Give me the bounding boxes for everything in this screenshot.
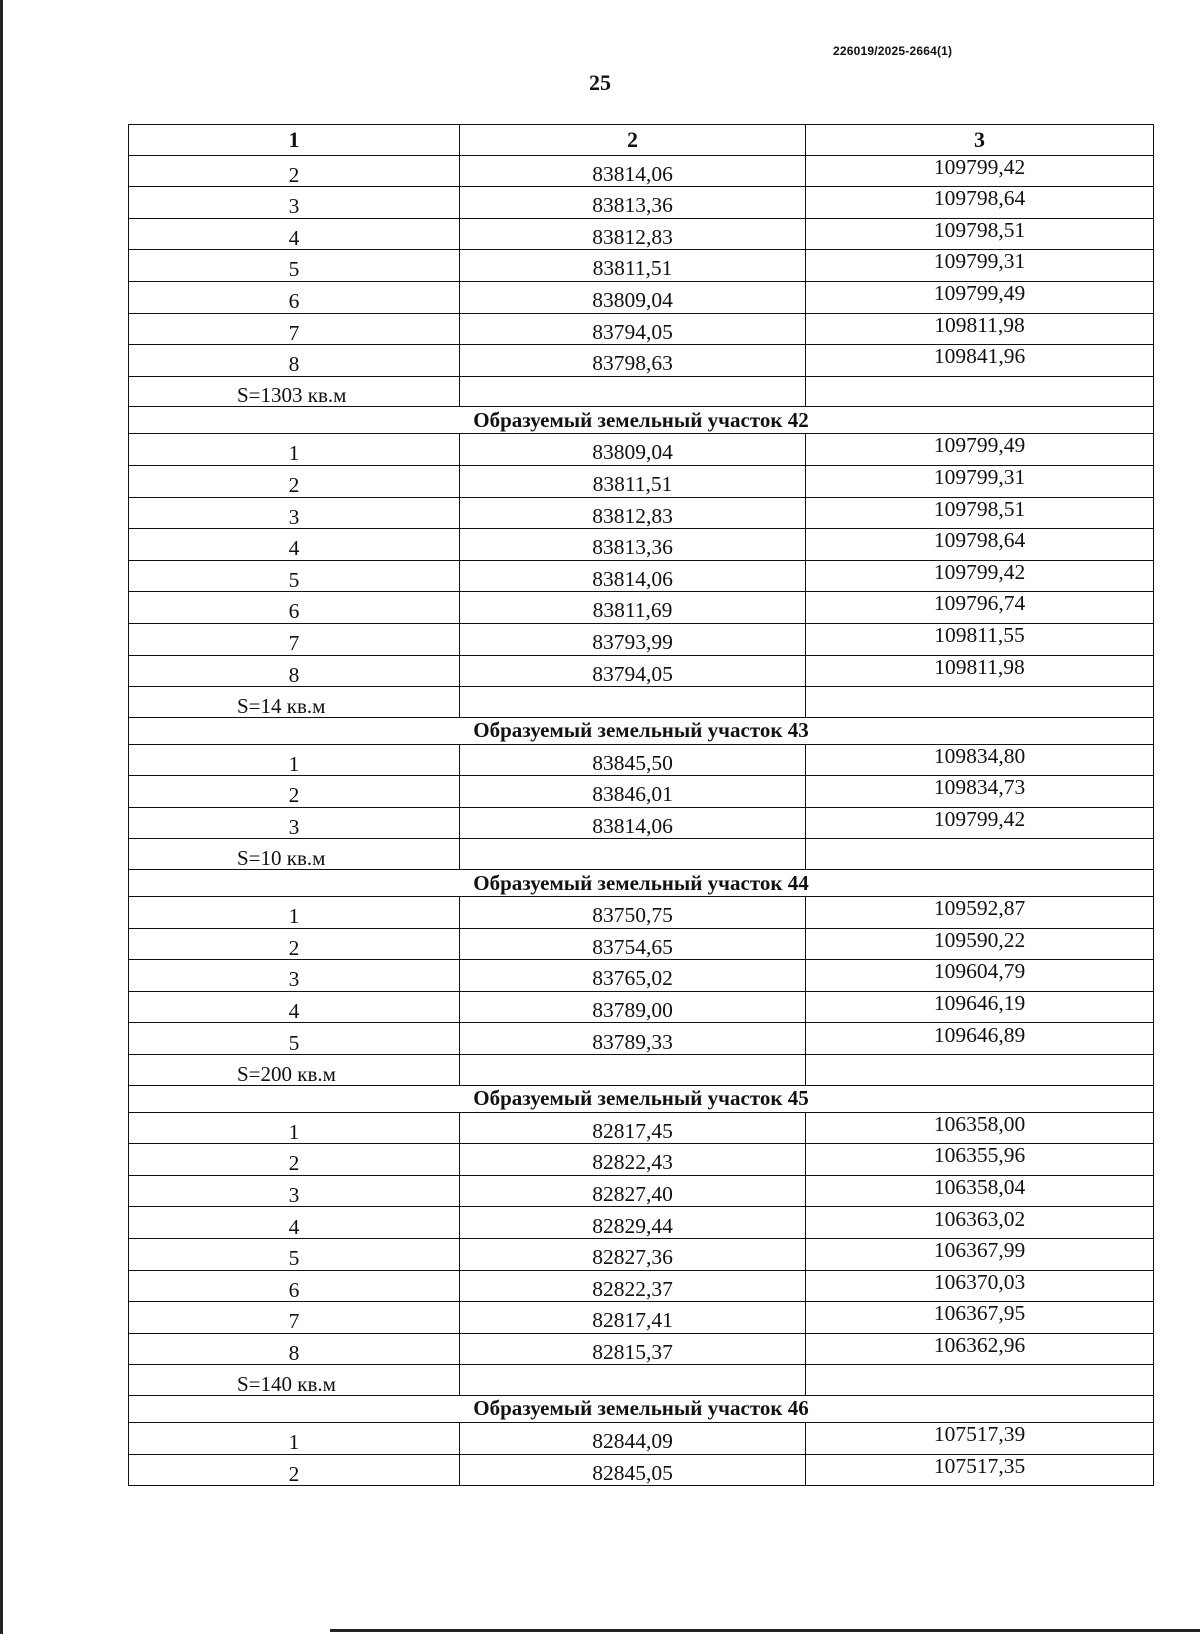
point-number-cell: 8	[129, 655, 460, 687]
x-coordinate-cell: 83811,69	[460, 592, 806, 624]
y-coordinate-value: 109799,49	[933, 281, 1026, 306]
point-number-cell: 5	[129, 560, 460, 592]
table-header-row	[129, 125, 1154, 156]
y-coordinate-cell	[806, 1144, 1154, 1176]
x-coordinate-cell: 83845,50	[460, 744, 806, 776]
scan-edge-bottom	[330, 1629, 1200, 1632]
x-coordinate-cell: 82827,40	[460, 1175, 806, 1207]
x-coordinate-cell: 83814,06	[460, 560, 806, 592]
x-coordinate-cell: 82822,43	[460, 1144, 806, 1176]
y-coordinate-value: 109799,31	[933, 249, 1026, 274]
x-coordinate-cell: 83794,05	[460, 313, 806, 345]
table-row	[129, 776, 1154, 808]
section-title-row	[129, 870, 1154, 897]
x-coordinate-cell: 82827,36	[460, 1239, 806, 1271]
table-row	[129, 928, 1154, 960]
x-coordinate-cell: 83794,05	[460, 655, 806, 687]
y-coordinate-value: 106370,03	[933, 1269, 1026, 1294]
empty-cell	[460, 1055, 806, 1086]
y-coordinate-value: 106363,02	[933, 1206, 1026, 1231]
y-coordinate-value: 109799,42	[933, 806, 1026, 831]
y-coordinate-cell	[806, 497, 1154, 529]
page-number: 25	[589, 70, 611, 95]
section-title: Образуемый земельный участок 42	[129, 407, 1154, 434]
y-coordinate-cell	[806, 187, 1154, 219]
scan-edge-left	[0, 0, 3, 1634]
table-row	[129, 1023, 1154, 1055]
y-coordinate-cell	[806, 1270, 1154, 1302]
y-coordinate-value: 106358,00	[933, 1111, 1026, 1136]
column-header-1: 1	[129, 125, 460, 156]
point-number-cell: 7	[129, 1302, 460, 1334]
y-coordinate-cell	[806, 928, 1154, 960]
section-title: Образуемый земельный участок 43	[129, 717, 1154, 744]
area-value: S=14 кв.м	[129, 687, 460, 718]
x-coordinate-cell: 83812,83	[460, 218, 806, 250]
y-coordinate-cell	[806, 1422, 1154, 1454]
point-number-cell: 1	[129, 1112, 460, 1144]
x-coordinate-cell: 83812,83	[460, 497, 806, 529]
point-number-cell: 3	[129, 187, 460, 219]
y-coordinate-value: 109811,98	[934, 312, 1025, 337]
y-coordinate-value: 109592,87	[933, 896, 1026, 921]
empty-cell	[460, 1365, 806, 1396]
area-row	[129, 1365, 1154, 1396]
y-coordinate-cell	[806, 250, 1154, 282]
y-coordinate-cell	[806, 1175, 1154, 1207]
empty-cell	[460, 839, 806, 870]
y-coordinate-cell	[806, 155, 1154, 187]
y-coordinate-cell	[806, 434, 1154, 466]
point-number-cell: 4	[129, 991, 460, 1023]
table-row	[129, 897, 1154, 929]
section-title: Образуемый земельный участок 44	[129, 870, 1154, 897]
area-row	[129, 839, 1154, 870]
point-number-cell: 4	[129, 218, 460, 250]
point-number-cell: 1	[129, 897, 460, 929]
coordinates-table-body	[129, 125, 1154, 1486]
x-coordinate-cell: 83798,63	[460, 345, 806, 377]
area-row	[129, 1055, 1154, 1086]
coordinates-table	[128, 124, 1154, 1486]
table-row	[129, 744, 1154, 776]
y-coordinate-value: 109811,55	[934, 623, 1025, 647]
point-number-cell: 5	[129, 1239, 460, 1271]
x-coordinate-cell: 83793,99	[460, 623, 806, 655]
x-coordinate-cell: 83789,33	[460, 1023, 806, 1055]
point-number-cell: 4	[129, 529, 460, 561]
table-row	[129, 1422, 1154, 1454]
x-coordinate-cell: 82829,44	[460, 1207, 806, 1239]
section-title-row	[129, 717, 1154, 744]
x-coordinate-cell: 83811,51	[460, 250, 806, 282]
point-number-cell: 1	[129, 744, 460, 776]
y-coordinate-cell	[806, 897, 1154, 929]
empty-cell	[806, 1365, 1154, 1396]
x-coordinate-cell: 83809,04	[460, 434, 806, 466]
point-number-cell: 3	[129, 960, 460, 992]
point-number-cell: 8	[129, 345, 460, 377]
x-coordinate-cell: 82815,37	[460, 1333, 806, 1365]
point-number-cell: 7	[129, 313, 460, 345]
y-coordinate-cell	[806, 1333, 1154, 1365]
empty-cell	[460, 687, 806, 718]
x-coordinate-cell: 82817,45	[460, 1112, 806, 1144]
area-value: S=140 кв.м	[129, 1365, 460, 1396]
table-row	[129, 218, 1154, 250]
point-number-cell: 2	[129, 465, 460, 497]
point-number-cell: 6	[129, 281, 460, 313]
y-coordinate-value: 109799,42	[933, 559, 1026, 584]
area-value: S=10 кв.м	[129, 839, 460, 870]
table-row	[129, 1239, 1154, 1271]
section-title: Образуемый земельный участок 45	[129, 1085, 1154, 1112]
section-title-row	[129, 1395, 1154, 1422]
table-row	[129, 1333, 1154, 1365]
y-coordinate-cell	[806, 1112, 1154, 1144]
point-number-cell: 2	[129, 1144, 460, 1176]
area-row	[129, 687, 1154, 718]
empty-cell	[806, 687, 1154, 718]
y-coordinate-value: 109798,64	[933, 528, 1026, 553]
table-row	[129, 187, 1154, 219]
table-row	[129, 345, 1154, 377]
x-coordinate-cell: 83809,04	[460, 281, 806, 313]
table-row	[129, 807, 1154, 839]
point-number-cell: 6	[129, 1270, 460, 1302]
y-coordinate-value: 109646,19	[933, 990, 1026, 1015]
y-coordinate-value: 107517,39	[933, 1422, 1026, 1447]
y-coordinate-cell	[806, 281, 1154, 313]
point-number-cell: 2	[129, 776, 460, 808]
area-value: S=1303 кв.м	[129, 376, 460, 407]
y-coordinate-cell	[806, 744, 1154, 776]
y-coordinate-cell	[806, 960, 1154, 992]
y-coordinate-cell	[806, 1454, 1154, 1486]
empty-cell	[806, 376, 1154, 407]
point-number-cell: 2	[129, 155, 460, 187]
y-coordinate-value: 109841,96	[933, 344, 1026, 369]
table-row	[129, 250, 1154, 282]
section-title-row	[129, 1085, 1154, 1112]
y-coordinate-value: 109834,73	[933, 775, 1026, 800]
table-row	[129, 560, 1154, 592]
point-number-cell: 3	[129, 807, 460, 839]
x-coordinate-cell: 83750,75	[460, 897, 806, 929]
y-coordinate-cell	[806, 345, 1154, 377]
area-value: S=200 кв.м	[129, 1055, 460, 1086]
y-coordinate-value: 106362,96	[933, 1332, 1026, 1357]
x-coordinate-cell: 82844,09	[460, 1422, 806, 1454]
point-number-cell: 1	[129, 434, 460, 466]
x-coordinate-cell: 83813,36	[460, 187, 806, 219]
empty-cell	[460, 376, 806, 407]
y-coordinate-cell	[806, 991, 1154, 1023]
x-coordinate-cell: 83813,36	[460, 529, 806, 561]
table-row	[129, 1112, 1154, 1144]
x-coordinate-cell: 82822,37	[460, 1270, 806, 1302]
y-coordinate-cell	[806, 776, 1154, 808]
y-coordinate-value: 109798,51	[933, 496, 1026, 521]
x-coordinate-cell: 83765,02	[460, 960, 806, 992]
section-title: Образуемый земельный участок 46	[129, 1395, 1154, 1422]
table-row	[129, 991, 1154, 1023]
y-coordinate-value: 109799,31	[933, 465, 1026, 490]
column-header-2: 2	[460, 125, 806, 156]
table-row	[129, 1454, 1154, 1486]
area-row	[129, 376, 1154, 407]
table-row	[129, 655, 1154, 687]
y-coordinate-value: 109604,79	[933, 959, 1026, 984]
column-header-3: 3	[806, 125, 1154, 156]
point-number-cell: 2	[129, 1454, 460, 1486]
y-coordinate-value: 109796,74	[933, 591, 1026, 616]
x-coordinate-cell: 83814,06	[460, 155, 806, 187]
x-coordinate-cell: 83811,51	[460, 465, 806, 497]
point-number-cell: 5	[129, 250, 460, 282]
table-row	[129, 434, 1154, 466]
y-coordinate-value: 109646,89	[933, 1022, 1026, 1047]
point-number-cell: 4	[129, 1207, 460, 1239]
table-row	[129, 1207, 1154, 1239]
y-coordinate-value: 106367,99	[933, 1238, 1026, 1263]
y-coordinate-cell	[806, 592, 1154, 624]
x-coordinate-cell: 82817,41	[460, 1302, 806, 1334]
y-coordinate-cell	[806, 1302, 1154, 1334]
point-number-cell: 1	[129, 1422, 460, 1454]
y-coordinate-cell	[806, 1239, 1154, 1271]
y-coordinate-cell	[806, 529, 1154, 561]
point-number-cell: 3	[129, 497, 460, 529]
point-number-cell: 6	[129, 592, 460, 624]
point-number-cell: 3	[129, 1175, 460, 1207]
section-title-row	[129, 407, 1154, 434]
document-id: 226019/2025-2664(1)	[833, 44, 953, 58]
point-number-cell: 7	[129, 623, 460, 655]
y-coordinate-value: 109590,22	[933, 927, 1026, 952]
x-coordinate-cell: 83754,65	[460, 928, 806, 960]
point-number-cell: 8	[129, 1333, 460, 1365]
y-coordinate-cell	[806, 1023, 1154, 1055]
y-coordinate-cell	[806, 313, 1154, 345]
y-coordinate-value: 109834,80	[933, 743, 1026, 768]
y-coordinate-cell	[806, 623, 1154, 655]
y-coordinate-cell	[806, 807, 1154, 839]
table-row	[129, 155, 1154, 187]
y-coordinate-value: 106355,96	[933, 1143, 1026, 1168]
x-coordinate-cell: 83814,06	[460, 807, 806, 839]
y-coordinate-value: 107517,35	[933, 1453, 1026, 1478]
x-coordinate-cell: 82845,05	[460, 1454, 806, 1486]
y-coordinate-cell	[806, 465, 1154, 497]
table-row	[129, 465, 1154, 497]
empty-cell	[806, 839, 1154, 870]
y-coordinate-cell	[806, 218, 1154, 250]
table-row	[129, 281, 1154, 313]
x-coordinate-cell: 83846,01	[460, 776, 806, 808]
y-coordinate-value: 109798,51	[933, 217, 1026, 242]
table-row	[129, 313, 1154, 345]
point-number-cell: 5	[129, 1023, 460, 1055]
table-row	[129, 497, 1154, 529]
empty-cell	[806, 1055, 1154, 1086]
y-coordinate-value: 109811,98	[934, 654, 1025, 679]
y-coordinate-cell	[806, 560, 1154, 592]
table-row	[129, 592, 1154, 624]
y-coordinate-value: 106358,04	[933, 1174, 1026, 1199]
y-coordinate-value: 106367,95	[933, 1301, 1026, 1326]
y-coordinate-value: 109799,49	[933, 433, 1026, 458]
table-row	[129, 960, 1154, 992]
y-coordinate-cell	[806, 1207, 1154, 1239]
table-row	[129, 1144, 1154, 1176]
table-row	[129, 1302, 1154, 1334]
table-row	[129, 1175, 1154, 1207]
table-row	[129, 1270, 1154, 1302]
table-row	[129, 529, 1154, 561]
x-coordinate-cell: 83789,00	[460, 991, 806, 1023]
y-coordinate-value: 109799,42	[933, 154, 1026, 179]
y-coordinate-value: 109798,64	[933, 186, 1026, 211]
y-coordinate-cell	[806, 655, 1154, 687]
point-number-cell: 2	[129, 928, 460, 960]
table-row	[129, 623, 1154, 655]
